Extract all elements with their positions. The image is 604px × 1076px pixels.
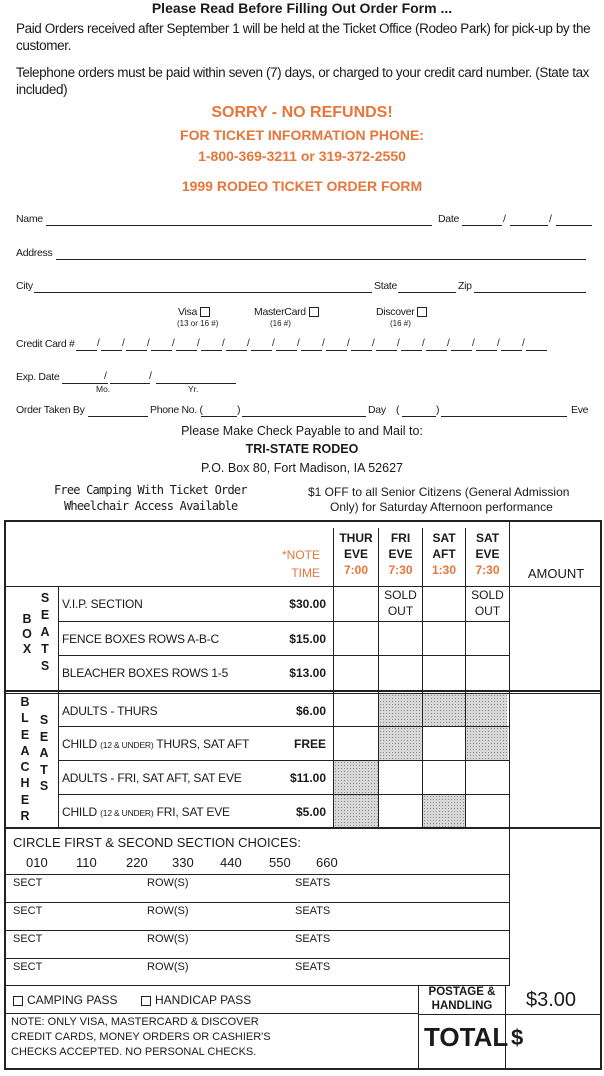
column-header-period: EVE bbox=[343, 547, 368, 561]
column-header-day: SAT bbox=[475, 531, 500, 545]
bleacher-seats-label-letter: S bbox=[39, 713, 49, 727]
rows-label: ROW(S) bbox=[147, 961, 189, 973]
credit-card-slash: / bbox=[97, 338, 100, 349]
credit-card-slash: / bbox=[197, 338, 200, 349]
credit-card-digit-slot[interactable] bbox=[526, 350, 547, 351]
ticket-quantity-cell[interactable] bbox=[466, 761, 509, 793]
order-form-title: 1999 RODEO TICKET ORDER FORM bbox=[181, 178, 423, 194]
credit-card-slash: / bbox=[122, 338, 125, 349]
row-desc-days: FRI, SAT EVE bbox=[156, 805, 230, 819]
row-amount-cell[interactable] bbox=[510, 727, 600, 759]
credit-card-slash: / bbox=[397, 338, 400, 349]
section-choice-row[interactable] bbox=[6, 875, 509, 901]
senior-discount-note-1: $1 OFF to all Senior Citizens (General Admission bbox=[308, 485, 570, 499]
section-choice-660[interactable]: 660 bbox=[316, 855, 338, 870]
box-seats-label-letter: T bbox=[41, 642, 49, 656]
credit-card-digit-slot[interactable] bbox=[376, 350, 397, 351]
exp-date-label: Exp. Date bbox=[16, 371, 60, 383]
circle-choices-heading: CIRCLE FIRST & SECOND SECTION CHOICES: bbox=[13, 835, 301, 850]
ticket-quantity-cell[interactable] bbox=[423, 727, 465, 759]
ticket-quantity-cell[interactable] bbox=[334, 727, 378, 759]
payable-heading: Please Make Check Payable to and Mail to: bbox=[181, 424, 423, 438]
bleacher-label-letter: H bbox=[20, 776, 30, 791]
credit-card-number-field[interactable] bbox=[76, 338, 566, 352]
credit-card-slash: / bbox=[372, 338, 375, 349]
bleacher-label-letter: E bbox=[20, 792, 30, 807]
visa-label: Visa bbox=[178, 306, 198, 318]
ticket-quantity-cell[interactable] bbox=[334, 694, 378, 726]
visa-note: (13 or 16 #) bbox=[177, 319, 219, 328]
column-header-3 bbox=[466, 530, 509, 578]
bleacher-label-letter: R bbox=[20, 809, 30, 824]
mastercard-label: MasterCard bbox=[254, 306, 306, 318]
ticket-row-price: $30.00 bbox=[289, 597, 326, 611]
postage-amount: $3.00 bbox=[526, 989, 577, 1011]
credit-card-label: Credit Card # bbox=[16, 338, 75, 350]
ticket-quantity-cell[interactable] bbox=[466, 795, 509, 827]
ticket-row-description: BLEACHER BOXES ROWS 1-5 bbox=[62, 666, 229, 680]
column-header-1 bbox=[379, 530, 422, 578]
credit-card-digit-slot[interactable] bbox=[76, 350, 97, 351]
seats-label: SEATS bbox=[295, 905, 331, 917]
ticket-row-description: FENCE BOXES ROWS A-B-C bbox=[62, 632, 219, 646]
column-header-day: FRI bbox=[390, 531, 411, 545]
postage-label-2: HANDLING bbox=[431, 1000, 493, 1012]
exp-month-field-2[interactable] bbox=[110, 383, 150, 384]
row-amount-cell[interactable] bbox=[510, 795, 600, 827]
discover-label: Discover bbox=[376, 306, 415, 318]
ticket-quantity-cell[interactable] bbox=[334, 587, 378, 619]
section-choice-330[interactable]: 330 bbox=[172, 855, 194, 870]
address-field[interactable] bbox=[56, 259, 586, 260]
ticket-row-price: FREE bbox=[293, 737, 326, 751]
bleacher-label-letter: A bbox=[20, 743, 30, 758]
mastercard-checkbox[interactable] bbox=[309, 307, 319, 317]
date-day-field[interactable] bbox=[510, 225, 548, 226]
ticket-row-price: $6.00 bbox=[295, 704, 326, 718]
ticket-quantity-cell[interactable] bbox=[466, 587, 509, 619]
box-seats-label-letter: S bbox=[40, 659, 50, 673]
ticket-quantity-cell[interactable] bbox=[379, 727, 422, 759]
rows-label: ROW(S) bbox=[147, 877, 189, 889]
bleacher-label-letter: L bbox=[21, 711, 29, 726]
credit-card-digit-slot[interactable] bbox=[276, 350, 297, 351]
address-label: Address bbox=[16, 247, 53, 259]
ticket-quantity-cell[interactable] bbox=[423, 587, 465, 619]
ticket-quantity-cell[interactable] bbox=[379, 656, 422, 688]
total-amount-field[interactable] bbox=[530, 1016, 598, 1066]
column-header-period: EVE bbox=[475, 547, 500, 561]
sect-label: SECT bbox=[13, 933, 43, 945]
total-label: TOTAL bbox=[424, 1022, 509, 1052]
row-desc-days: THURS, SAT AFT bbox=[156, 737, 250, 751]
rows-label: ROW(S) bbox=[147, 905, 189, 917]
column-header-time: 1:30 bbox=[431, 563, 457, 577]
section-choice-010[interactable]: 010 bbox=[26, 855, 48, 870]
sat-eve-vip-sold-out: SOLD OUT bbox=[471, 588, 504, 618]
column-header-period: EVE bbox=[388, 547, 413, 561]
amount-header: AMOUNT bbox=[527, 566, 585, 581]
section-choice-row[interactable] bbox=[6, 931, 509, 957]
box-seats-label-letter: E bbox=[40, 608, 50, 622]
column-header-time: 7:30 bbox=[475, 563, 500, 577]
ticket-quantity-cell[interactable] bbox=[423, 761, 465, 793]
day-phone-field[interactable] bbox=[441, 416, 567, 417]
exp-yr-label: Yr. bbox=[188, 384, 199, 394]
ticket-quantity-cell[interactable] bbox=[466, 727, 509, 759]
box-seats-label bbox=[38, 590, 52, 675]
credit-card-digit-slot[interactable] bbox=[101, 350, 122, 351]
fri-vip-sold-out: SOLD OUT bbox=[384, 588, 417, 618]
section-choice-220[interactable]: 220 bbox=[126, 855, 148, 870]
box-label-letter: B bbox=[22, 612, 32, 626]
box-label-letter: O bbox=[22, 627, 32, 641]
bleacher-label-letter: C bbox=[20, 760, 30, 775]
mastercard-note: (16 #) bbox=[270, 319, 291, 328]
ticket-quantity-cell[interactable] bbox=[466, 694, 509, 726]
ticket-row-price: $11.00 bbox=[289, 771, 326, 785]
section-choice-110[interactable]: 110 bbox=[76, 855, 97, 870]
column-header-time: 7:00 bbox=[343, 563, 369, 577]
section-choice-row[interactable] bbox=[6, 959, 509, 985]
note-time-label-2: TIME bbox=[291, 566, 320, 580]
no-refunds-notice: SORRY - NO REFUNDS! bbox=[211, 104, 393, 121]
zip-label: Zip bbox=[458, 280, 472, 292]
city-label: City bbox=[16, 280, 33, 292]
credit-card-digit-slot[interactable] bbox=[226, 350, 247, 351]
credit-card-slash: / bbox=[447, 338, 450, 349]
ticket-row-description bbox=[62, 805, 230, 819]
credit-card-digit-slot[interactable] bbox=[326, 350, 347, 351]
city-field[interactable] bbox=[34, 292, 372, 293]
column-header-day: SAT bbox=[432, 531, 456, 545]
state-field[interactable] bbox=[398, 292, 456, 293]
section-choice-550[interactable]: 550 bbox=[269, 855, 291, 870]
camping-pass-label: CAMPING PASS bbox=[27, 993, 118, 1007]
ticket-quantity-cell[interactable] bbox=[466, 622, 509, 654]
row-amount-cell[interactable] bbox=[510, 656, 600, 688]
ticket-quantity-cell[interactable] bbox=[423, 622, 465, 654]
free-camping-note: Free Camping With Ticket Order bbox=[54, 483, 247, 497]
telephone-orders-paragraph: Telephone orders must be paid within seven (7) days, or charged to your credit card number. (State tax included) bbox=[16, 65, 590, 97]
column-header-time: 7:30 bbox=[388, 563, 413, 577]
ticket-quantity-cell[interactable] bbox=[379, 761, 422, 793]
ticket-row-description bbox=[62, 737, 249, 751]
credit-card-slash: / bbox=[297, 338, 300, 349]
ticket-row-description: ADULTS - FRI, SAT AFT, SAT EVE bbox=[62, 771, 242, 785]
credit-card-slash: / bbox=[522, 338, 525, 349]
org-name: TRI-STATE RODEO bbox=[245, 442, 359, 456]
visa-checkbox[interactable] bbox=[200, 307, 210, 317]
paid-orders-paragraph: Paid Orders received after September 1 will be held at the Ticket Office (Rodeo Park) for pick-up by the customer. bbox=[16, 21, 591, 53]
ticket-row-description: V.I.P. SECTION bbox=[62, 597, 143, 611]
credit-card-digit-slot[interactable] bbox=[201, 350, 222, 351]
bleacher-seats-label bbox=[37, 712, 51, 795]
payment-note-3: CHECKS ACCEPTED. NO PERSONAL CHECKS. bbox=[11, 1046, 257, 1058]
payment-note-2: CREDIT CARDS, MONEY ORDERS OR CASHIER'S bbox=[11, 1031, 271, 1043]
credit-card-slash: / bbox=[497, 338, 500, 349]
form-header-title: Please Read Before Filling Out Order Form ... bbox=[151, 0, 453, 16]
phone-no-label: Phone No. ( bbox=[150, 404, 203, 416]
credit-card-slash: / bbox=[322, 338, 325, 349]
name-label: Name bbox=[16, 213, 43, 225]
bleacher-seats-label-letter: A bbox=[39, 746, 49, 760]
order-taken-label: Order Taken By bbox=[16, 404, 85, 416]
senior-discount-note-2: Only) for Saturday Afternoon performance bbox=[330, 500, 553, 514]
ticket-quantity-cell[interactable] bbox=[334, 795, 378, 827]
credit-card-digit-slot[interactable] bbox=[251, 350, 272, 351]
credit-card-digit-slot[interactable] bbox=[501, 350, 522, 351]
credit-card-slash: / bbox=[147, 338, 150, 349]
wheelchair-note: Wheelchair Access Available bbox=[64, 499, 238, 513]
ticket-quantity-cell[interactable] bbox=[423, 694, 465, 726]
bleacher-seats-label-letter: E bbox=[39, 729, 49, 744]
credit-card-digit-slot[interactable] bbox=[401, 350, 422, 351]
credit-card-digit-slot[interactable] bbox=[476, 350, 497, 351]
bleacher-seats-label-letter: S bbox=[39, 779, 49, 793]
date-month-field[interactable] bbox=[462, 225, 502, 226]
ticket-quantity-cell[interactable] bbox=[334, 656, 378, 688]
handicap-pass-checkbox[interactable] bbox=[141, 996, 151, 1006]
section-choice-440[interactable]: 440 bbox=[220, 855, 242, 870]
seats-label: SEATS bbox=[295, 877, 331, 889]
date-year-field[interactable] bbox=[556, 225, 592, 226]
eve-label: Eve bbox=[571, 404, 589, 416]
exp-mo-label: Mo. bbox=[96, 384, 111, 394]
bleacher-label-letter: E bbox=[20, 727, 30, 742]
credit-card-digit-slot[interactable] bbox=[351, 350, 372, 351]
discover-checkbox[interactable] bbox=[417, 307, 427, 317]
ticket-quantity-cell[interactable] bbox=[379, 694, 422, 726]
ticket-quantity-cell[interactable] bbox=[334, 761, 378, 793]
row-amount-cell[interactable] bbox=[510, 622, 600, 654]
state-label: State bbox=[374, 280, 398, 292]
credit-card-digit-slot[interactable] bbox=[301, 350, 322, 351]
name-field[interactable] bbox=[46, 225, 432, 226]
handicap-pass-label: HANDICAP PASS bbox=[155, 993, 252, 1007]
note-time-label-1: *NOTE bbox=[281, 548, 320, 562]
box-label-letter: X bbox=[22, 642, 32, 656]
ticket-quantity-cell[interactable] bbox=[379, 622, 422, 654]
payment-note-1: NOTE: ONLY VISA, MASTERCARD & DISCOVER bbox=[11, 1016, 259, 1028]
box-seats-label-letter: A bbox=[40, 625, 50, 639]
column-header-0 bbox=[334, 530, 378, 578]
order-taken-field[interactable] bbox=[88, 416, 148, 417]
sect-label: SECT bbox=[13, 961, 43, 973]
day-area-field[interactable] bbox=[402, 416, 436, 417]
ticket-row-price: $5.00 bbox=[295, 805, 326, 819]
ticket-quantity-cell[interactable] bbox=[423, 795, 465, 827]
column-header-day: THUR bbox=[339, 531, 373, 545]
row-desc-child: CHILD bbox=[62, 805, 98, 819]
credit-card-slash: / bbox=[272, 338, 275, 349]
day-label: Day bbox=[368, 404, 386, 416]
ticket-info-phones: 1-800-369-3211 or 319-372-2550 bbox=[198, 148, 406, 164]
row-amount-cell[interactable] bbox=[510, 694, 600, 726]
mail-address: P.O. Box 80, Fort Madison, IA 52627 bbox=[201, 461, 403, 475]
column-header-period: AFT bbox=[432, 547, 456, 561]
bleacher-label bbox=[18, 694, 32, 824]
section-choice-row[interactable] bbox=[6, 903, 509, 929]
row-desc-age-note: (12 & UNDER) bbox=[100, 808, 154, 818]
credit-card-slash: / bbox=[472, 338, 475, 349]
zip-field[interactable] bbox=[474, 292, 586, 293]
bleacher-label-letter: B bbox=[20, 695, 30, 709]
camping-pass-checkbox[interactable] bbox=[13, 996, 23, 1006]
total-dollar-sign: $ bbox=[511, 1025, 524, 1050]
row-desc-child: CHILD bbox=[62, 737, 98, 751]
credit-card-slash: / bbox=[172, 338, 175, 349]
seats-label: SEATS bbox=[295, 961, 331, 973]
box-label bbox=[20, 612, 34, 657]
ticket-quantity-cell[interactable] bbox=[423, 656, 465, 688]
credit-card-slash: / bbox=[247, 338, 250, 349]
row-desc-age-note: (12 & UNDER) bbox=[100, 740, 154, 750]
bleacher-seats-label-letter: T bbox=[40, 762, 48, 777]
credit-card-slash: / bbox=[347, 338, 350, 349]
credit-card-digit-slot[interactable] bbox=[176, 350, 197, 351]
rows-label: ROW(S) bbox=[147, 933, 189, 945]
ticket-row-description: ADULTS - THURS bbox=[62, 704, 158, 718]
credit-card-slash: / bbox=[422, 338, 425, 349]
box-seats-label-letter: S bbox=[40, 591, 50, 605]
column-header-2 bbox=[423, 530, 465, 578]
sect-label: SECT bbox=[13, 877, 43, 889]
credit-card-digit-slot[interactable] bbox=[126, 350, 147, 351]
credit-card-digit-slot[interactable] bbox=[451, 350, 472, 351]
ticket-row-price: $13.00 bbox=[289, 666, 326, 680]
postage-label-1: POSTAGE & bbox=[428, 986, 496, 998]
row-amount-cell[interactable] bbox=[510, 587, 600, 619]
phone-number-field[interactable] bbox=[242, 416, 366, 417]
phone-area-field[interactable] bbox=[201, 416, 237, 417]
credit-card-digit-slot[interactable] bbox=[426, 350, 447, 351]
sect-label: SECT bbox=[13, 905, 43, 917]
ticket-quantity-cell[interactable] bbox=[379, 587, 422, 619]
ticket-info-heading: FOR TICKET INFORMATION PHONE: bbox=[180, 127, 424, 143]
ticket-row-price: $15.00 bbox=[289, 632, 326, 646]
discover-note: (16 #) bbox=[390, 319, 411, 328]
date-label: Date bbox=[438, 213, 459, 225]
ticket-quantity-cell[interactable] bbox=[466, 656, 509, 688]
credit-card-slash: / bbox=[222, 338, 225, 349]
ticket-quantity-cell[interactable] bbox=[334, 622, 378, 654]
ticket-quantity-cell[interactable] bbox=[379, 795, 422, 827]
credit-card-digit-slot[interactable] bbox=[151, 350, 172, 351]
seats-label: SEATS bbox=[295, 933, 331, 945]
row-amount-cell[interactable] bbox=[510, 761, 600, 793]
